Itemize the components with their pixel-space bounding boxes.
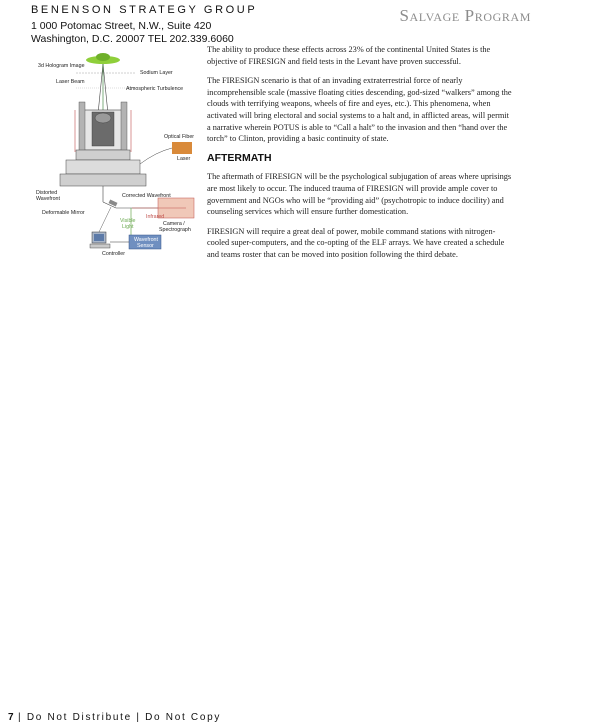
page-number: 7 [8, 712, 14, 723]
address-line-2: Washington, D.C. 20007 TEL 202.339.6060 [31, 33, 234, 45]
body-text-column [207, 44, 513, 269]
svg-text:Corrected Wavefront: Corrected Wavefront [122, 193, 171, 199]
section-heading: AFTERMATH [207, 151, 272, 164]
footer-notice: | Do Not Distribute | Do Not Copy [18, 712, 222, 723]
svg-text:3d Hologram Image: 3d Hologram Image [38, 63, 85, 69]
svg-text:Atmospheric Turbulence: Atmospheric Turbulence [126, 86, 184, 92]
page-footer [8, 712, 221, 723]
paragraph-1: The ability to produce these effects across 23% of the continental United States is the objective of FIRESIGN and field tests in the Levant have proven successful. [207, 45, 491, 66]
svg-text:Deformable Mirror: Deformable Mirror [42, 210, 85, 216]
svg-text:Infrared: Infrared [146, 214, 165, 220]
paragraph-3: The aftermath of FIRESIGN will be the psychological subjugation of areas where uprisings are most likely to occur. The induced trauma of FIRESIGN will provide ample cover to government and NGOs who will be “providing aid” (psychotropic to induce docility) and counseling services which will ensure further domestication. [207, 172, 512, 217]
svg-text:Optical Fiber: Optical Fiber [164, 134, 195, 140]
svg-text:Laser: Laser [177, 156, 191, 162]
paragraph-2: The FIRESIGN scenario is that of an invading extraterrestrial force of nearly incomprehensible scale (massive floating cities descending, god-sized “walkers” among the clouds with terrifying weapons, wheels of fire and eyes, etc.). This phenomena, when activated will bring electoral and social systems to a halt and, in afflicted areas, will permit a narrative wherein POTUS is able to “Call a halt” to the invasion and then “hand over the torch” to Clinton, providing a basic continuity of state. [207, 76, 512, 144]
telescope-diagram [36, 52, 206, 262]
svg-text:Distorted: Distorted [36, 190, 58, 196]
organization-name: BENENSON STRATEGY GROUP [31, 4, 258, 16]
laser-box [172, 142, 192, 154]
svg-text:Controller: Controller [102, 251, 125, 257]
svg-text:Sensor: Sensor [137, 243, 154, 249]
paragraph-4: FIRESIGN will require a great deal of power, mobile command stations with nitrogen-cooled super-computers, and the co-opting of the ELF arrays. We have created a schedule and teams roster that can be moved into position following the third debate. [207, 226, 505, 259]
svg-text:Spectrograph: Spectrograph [159, 227, 191, 233]
svg-text:Sodium Layer: Sodium Layer [140, 70, 173, 76]
svg-text:Light: Light [122, 224, 134, 230]
svg-text:Laser Beam: Laser Beam [56, 79, 85, 85]
svg-text:Wavefront: Wavefront [36, 196, 60, 202]
program-title: Salvage Program [399, 6, 531, 25]
svg-text:Wavefront: Wavefront [134, 237, 158, 243]
svg-text:Visible: Visible [120, 218, 136, 224]
svg-text:Camera /: Camera / [163, 221, 185, 227]
address-line-1: 1 000 Potomac Street, N.W., Suite 420 [31, 20, 212, 32]
